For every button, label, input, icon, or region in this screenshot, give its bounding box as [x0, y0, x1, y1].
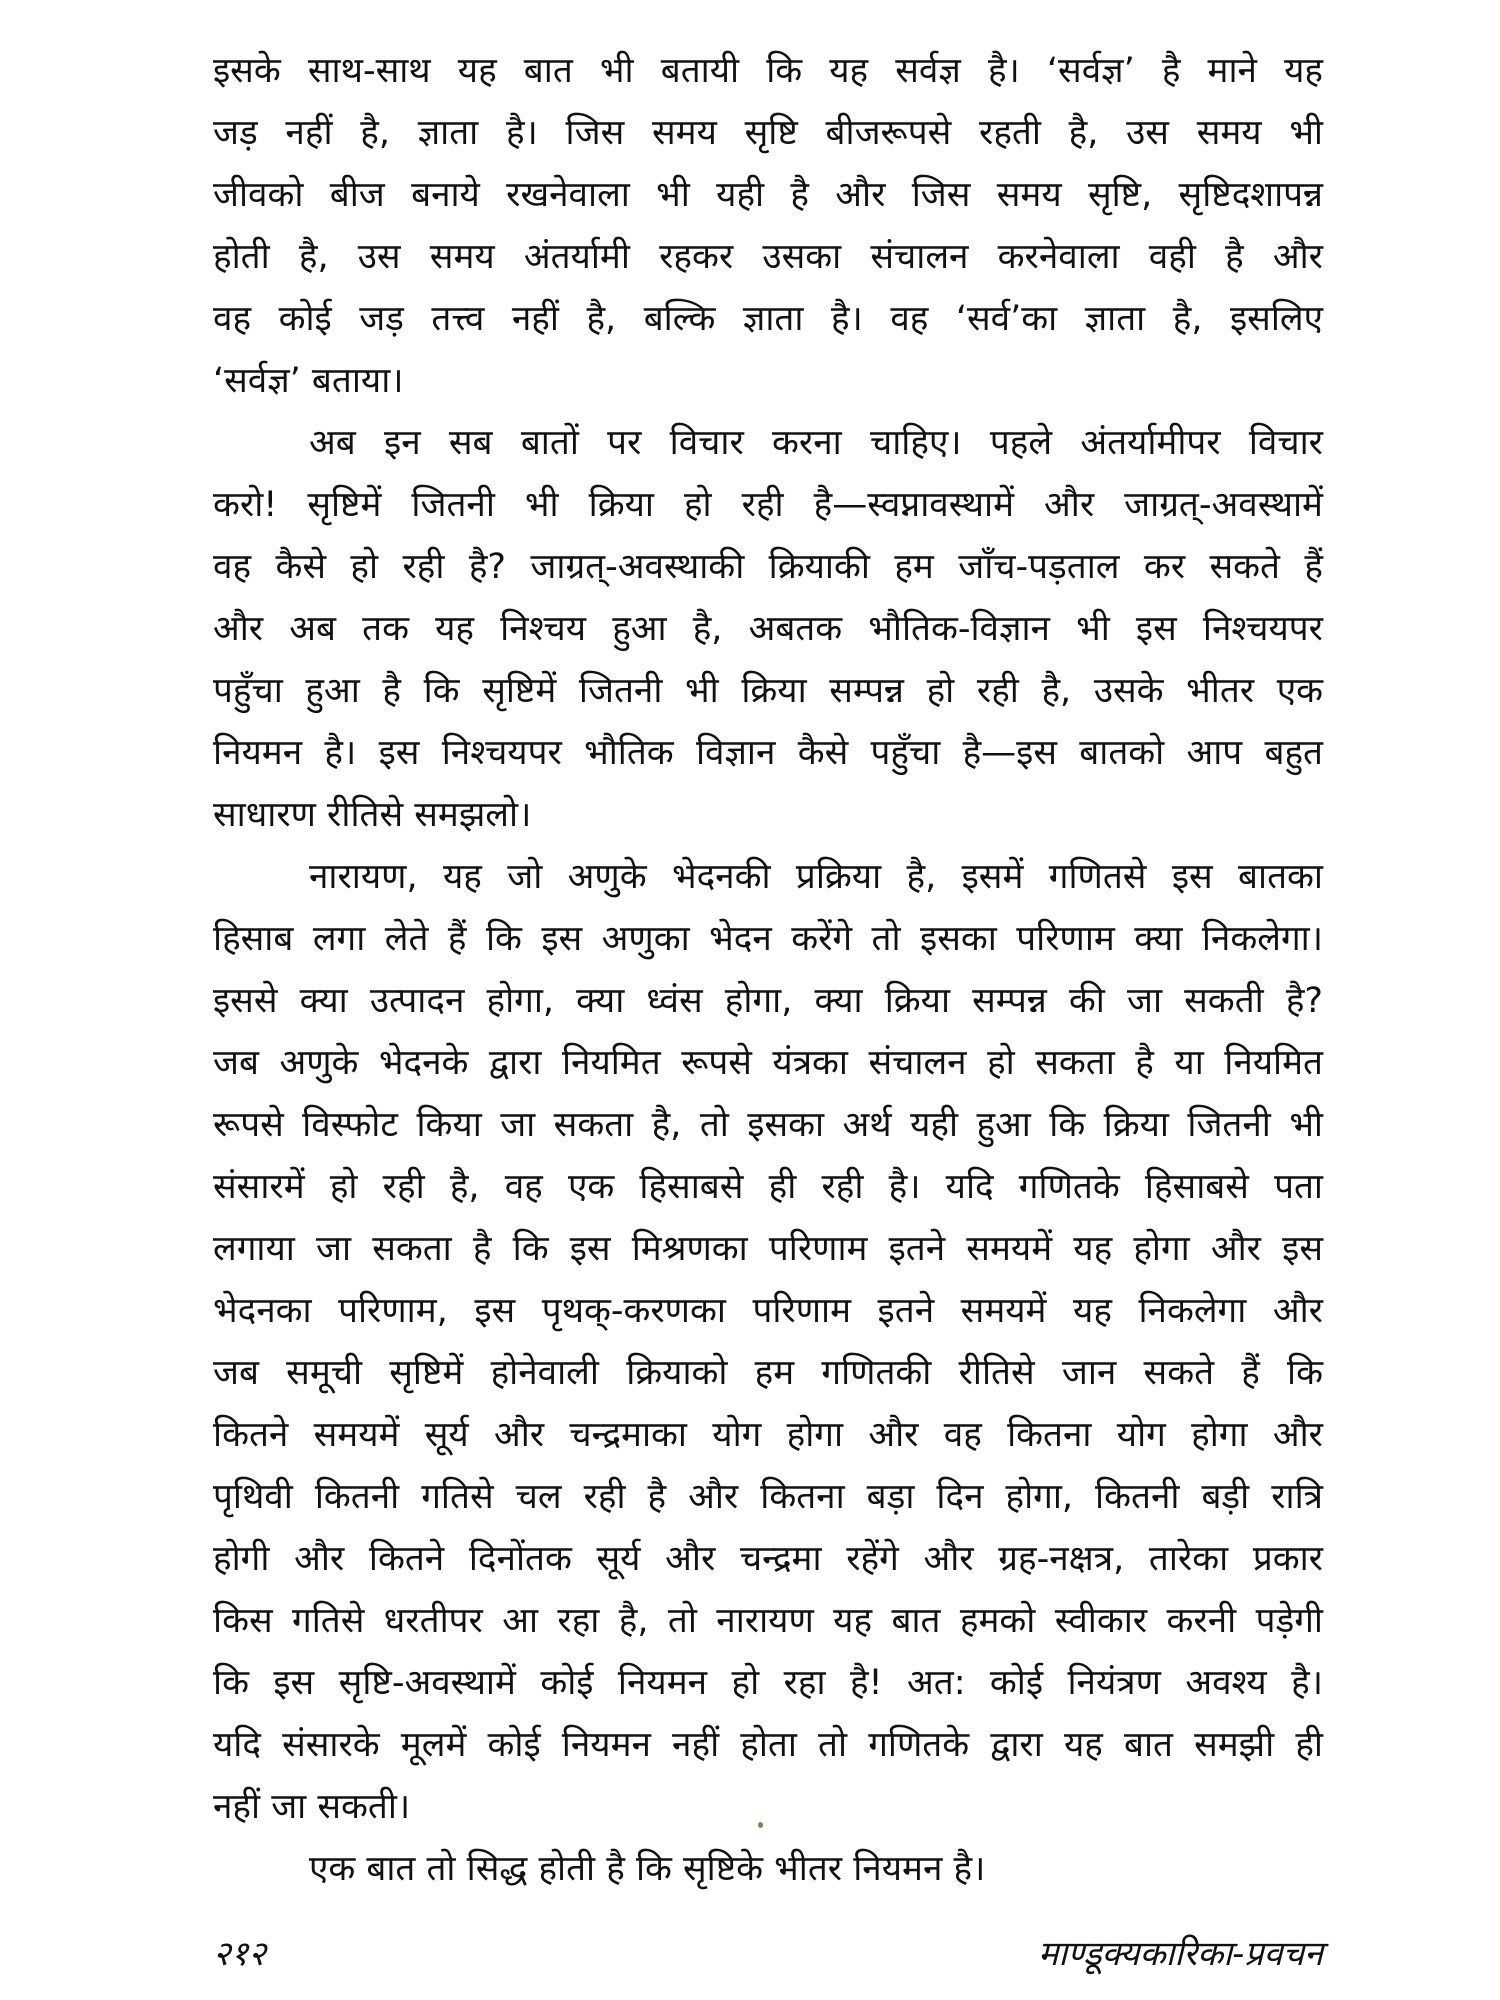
text-line: जब समूची सृष्टिमें होनेवाली क्रियाको हम गणितकी रीतिसे जान सकते हैं कि [213, 1353, 1323, 1393]
text-line: जीवको बीज बनाये रखनेवाला भी यही है और जिस समय सृष्टि, सृष्टिदशापन्न [213, 175, 1323, 215]
text-line: हिसाब लगा लेते हैं कि इस अणुका भेदन करेंगे तो इसका परिणाम क्या निकलेगा। [213, 919, 1323, 959]
text-line: साधारण रीतिसे समझलो। [213, 795, 532, 835]
text-line: नहीं जा सकती। [213, 1787, 411, 1827]
text-line: होगी और कितने दिनोंतक सूर्य और चन्द्रमा रहेंगे और ग्रह-नक्षत्र, तारेका प्रकार [213, 1539, 1323, 1579]
page-number: २१२ [213, 1934, 267, 1974]
text-line: कितने समयमें सूर्य और चन्द्रमाका योग होगा और वह कितना योग होगा और [213, 1415, 1323, 1455]
text-line: करो! सृष्टिमें जितनी भी क्रिया हो रही है—स्वप्नावस्थामें और जाग्रत्-अवस्थामें [213, 485, 1323, 525]
text-line: होती है, उस समय अंतर्यामी रहकर उसका संचालन करनेवाला वही है और [213, 237, 1323, 277]
text-line: भेदनका परिणाम, इस पृथक्-करणका परिणाम इतने समयमें यह निकलेगा और [213, 1291, 1323, 1331]
text-line: पृथिवी कितनी गतिसे चल रही है और कितना बड़ा दिन होगा, कितनी बड़ी रात्रि [213, 1477, 1323, 1517]
text-line: नियमन है। इस निश्चयपर भौतिक विज्ञान कैसे पहुँचा है—इस बातको आप बहुत [213, 733, 1323, 773]
paragraph-3 [213, 846, 1323, 1838]
text-line: यदि संसारके मूलमें कोई नियमन नहीं होता तो गणितके द्वारा यह बात समझी ही [213, 1725, 1323, 1765]
paragraph-1 [213, 40, 1323, 412]
text-line: रूपसे विस्फोट किया जा सकता है, तो इसका अर्थ यही हुआ कि क्रिया जितनी भी [213, 1105, 1323, 1145]
text-line: नारायण, यह जो अणुके भेदनकी प्रक्रिया है, इसमें गणितसे इस बातका [309, 857, 1323, 897]
text-line: और अब तक यह निश्चय हुआ है, अबतक भौतिक-विज्ञान भी इस निश्चयपर [213, 609, 1323, 649]
paragraph-2 [213, 412, 1323, 846]
text-line: इसके साथ-साथ यह बात भी बतायी कि यह सर्वज्ञ है। ‘सर्वज्ञ’ है माने यह [213, 51, 1323, 91]
ink-speck [758, 1822, 763, 1828]
text-line: कि इस सृष्टि-अवस्थामें कोई नियमन हो रहा है! अत: कोई नियंत्रण अवश्य है। [213, 1663, 1323, 1703]
text-line: वह कैसे हो रही है? जाग्रत्-अवस्थाकी क्रियाकी हम जाँच-पड़ताल कर सकते हैं [213, 547, 1323, 587]
text-line: संसारमें हो रही है, वह एक हिसाबसे ही रही है। यदि गणितके हिसाबसे पता [213, 1167, 1323, 1207]
text-line: जड़ नहीं है, ज्ञाता है। जिस समय सृष्टि बीजरूपसे रहती है, उस समय भी [213, 113, 1323, 153]
page-footer [213, 1922, 1323, 1982]
text-line: ‘सर्वज्ञ’ बताया। [213, 361, 404, 401]
text-line: लगाया जा सकता है कि इस मिश्रणका परिणाम इतने समयमें यह होगा और इस [213, 1229, 1323, 1269]
page-body [213, 40, 1323, 1950]
text-line: किस गतिसे धरतीपर आ रहा है, तो नारायण यह बात हमको स्वीकार करनी पड़ेगी [213, 1601, 1323, 1641]
paragraph-4 [213, 1838, 1323, 1900]
text-line: एक बात तो सिद्ध होती है कि सृष्टिके भीतर नियमन है। [309, 1849, 986, 1889]
text-line: वह कोई जड़ तत्त्व नहीं है, बल्कि ज्ञाता है। वह ‘सर्व’का ज्ञाता है, इसलिए [213, 299, 1323, 339]
text-line: इससे क्या उत्पादन होगा, क्या ध्वंस होगा, क्या क्रिया सम्पन्न की जा सकती है? [213, 981, 1323, 1021]
running-title: माण्डूक्यकारिका-प्रवचन [1038, 1934, 1323, 1974]
text-line: जब अणुके भेदनके द्वारा नियमित रूपसे यंत्रका संचालन हो सकता है या नियमित [213, 1043, 1323, 1083]
text-line: पहुँचा हुआ है कि सृष्टिमें जितनी भी क्रिया सम्पन्न हो रही है, उसके भीतर एक [213, 671, 1323, 711]
text-line: अब इन सब बातों पर विचार करना चाहिए। पहले अंतर्यामीपर विचार [309, 423, 1323, 463]
